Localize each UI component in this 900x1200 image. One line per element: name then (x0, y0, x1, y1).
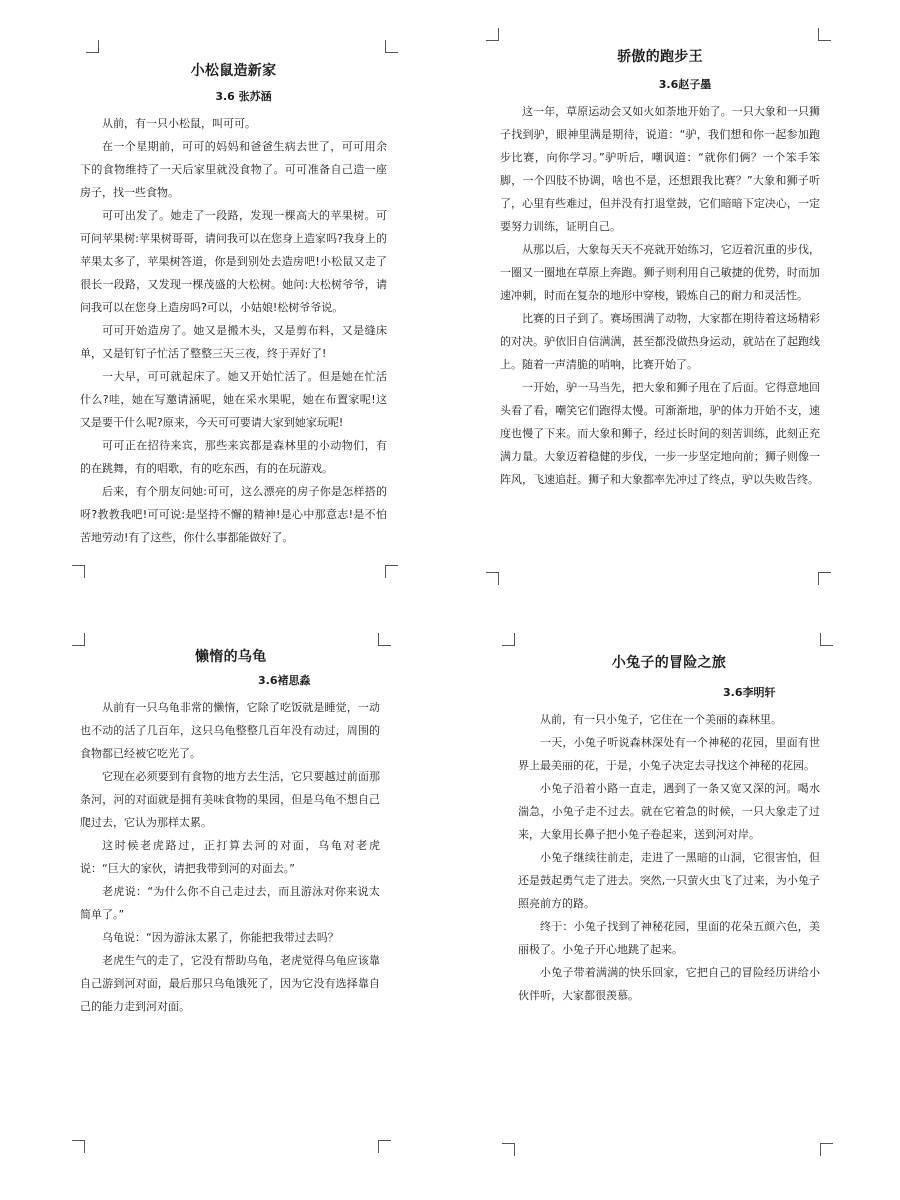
crop-mark (378, 633, 391, 646)
paragraph: 小兔子继续往前走，走进了一黑暗的山洞，它很害怕，但还是鼓起勇气走了进去。突然,一只萤火虫飞了过来，为小兔子照亮前方的路。 (518, 851, 820, 910)
crop-mark (72, 633, 85, 646)
crop-mark (486, 28, 499, 41)
paragraph: 这一年，草原运动会又如火如荼地开始了。一只大象和一只狮子找到驴，眼神里满是期待，说道：“驴，我们想和你一起参加跑步比赛，向你学习。”驴听后，嘲讽道：“就你们俩？一个笨手笨脚，一个四肢不协调，啥也不是，还想跟我比赛？”大象和狮子听了，心里有些难过，但并没有打退堂鼓，它们暗暗下定决心，一定要努力训练，证明自己。 (500, 105, 820, 233)
paragraph: 可可开始造房了。她又是搬木头，又是剪布料，又是缝床单，又是钉钉子忙活了整整三天三夜，终于弄好了! (80, 324, 387, 360)
story-author: 3.6赵子墨 (658, 78, 712, 91)
page-story-2 (500, 46, 820, 491)
paragraph: 可可正在招待来宾，那些来宾都是森林里的小动物们，有的在跳舞，有的唱歌，有的吃东西，有的在玩游戏。 (80, 439, 387, 475)
paragraph: 可可出发了。她走了一段路，发现一棵高大的苹果树。可可问苹果树:苹果树哥哥，请问我可以在您身上造家吗?我身上的苹果太多了，苹果树答道，你是到别处去造房吧!小松鼠又走了很长一段路，又发现一棵茂盛的大松树。她问:大松树爷爷，请问我可以在您身上造房吗?可以，小姑娘!松树爷爷说。 (80, 209, 387, 314)
paragraph: 从前，有一只小松鼠，叫可可。 (102, 117, 256, 130)
crop-mark (502, 1143, 515, 1156)
story-author: 3.6褚思淼 (258, 674, 311, 687)
crop-mark (72, 565, 85, 578)
paragraph: 小兔子沿着小路一直走，遇到了一条又宽又深的河。喝水湍急，小兔子走不过去。就在它着急的时候，一只大象走了过来，大象用长鼻子把小兔子卷起来，送到河对岸。 (518, 782, 820, 841)
paragraph: 一大早，可可就起床了。她又开始忙活了。但是她在忙活什么?哇，她在写邀请涵呢，她在采水果呢，她在布置家呢!这又是要干什么呢?原来，今天可可要请大家到她家玩呢! (80, 370, 387, 429)
story-title: 小松鼠造新家 (190, 63, 277, 79)
paragraph: 这时候老虎路过，正打算去河的对面，乌龟对老虎说：“巨大的家伙，请把我带到河的对面去。” (80, 839, 380, 875)
page-story-1 (80, 60, 387, 549)
paragraph: 终于：小兔子找到了神秘花园，里面的花朵五颜六色，美丽极了。小兔子开心地跳了起来。 (518, 920, 820, 956)
crop-mark (385, 565, 398, 578)
story-author: 3.6李明轩 (723, 686, 776, 699)
crop-mark (72, 1140, 85, 1153)
paragraph: 乌龟说：“因为游泳太累了，你能把我带过去吗？ (102, 931, 339, 944)
story-title: 小兔子的冒险之旅 (611, 655, 727, 671)
page-story-3 (80, 646, 380, 1018)
paragraph: 老虎说：“为什么你不自己走过去，而且游泳对你来说太简单了。” (80, 885, 380, 921)
paragraph: 老虎生气的走了，它没有帮助乌龟，老虎觉得乌龟应该靠自己游到河对面，最后那只乌龟饿死了，因为它没有选择靠自己的能力走到河对面。 (80, 954, 380, 1013)
page-story-4 (518, 652, 820, 1007)
paragraph: 在一个星期前，可可的妈妈和爸爸生病去世了，可可用余下的食物维持了一天后家里就没食物了。可可准备自己造一座房子，找一些食物。 (80, 140, 387, 199)
crop-mark (820, 1143, 833, 1156)
paragraph: 后来，有个朋友问她:可可，这么漂亮的房子你是怎样搭的呀?教教我吧!可可说:是坚持不懈的精神!是心中那意志!是不怕苦地劳动!有了这些，你什么事都能做好了。 (80, 485, 387, 544)
story-title: 懒惰的乌龟 (195, 649, 267, 665)
crop-mark (486, 572, 499, 585)
paragraph: 从前，有一只小兔子，它住在一个美丽的森林里。 (540, 713, 782, 726)
story-title: 骄傲的跑步王 (617, 49, 703, 65)
paragraph: 从前有一只乌龟非常的懒惰，它除了吃饭就是睡觉，一动也不动的活了几百年，这只乌龟整整几百年没有动过，周围的食物都已经被它吃光了。 (80, 701, 380, 760)
paragraph: 它现在必须要到有食物的地方去生活，它只要越过前面那条河，河的对面就是拥有美味食物的果园，但是乌龟不想自己爬过去，它认为那样太累。 (80, 770, 380, 829)
crop-mark (502, 633, 515, 646)
crop-mark (820, 633, 833, 646)
crop-mark (818, 572, 831, 585)
story-author: 3.6 张苏涵 (215, 90, 272, 103)
crop-mark (818, 28, 831, 41)
paragraph: 从那以后，大象每天天不亮就开始练习，它迈着沉重的步伐，一圈又一圈地在草原上奔跑。狮子则利用自己敏捷的优势，时而加速冲刺，时而在复杂的地形中穿梭，锻炼自己的耐力和灵活性。 (500, 243, 820, 302)
paragraph: 小兔子带着满满的快乐回家，它把自己的冒险经历讲给小伙伴听，大家都很羡慕。 (518, 966, 820, 1002)
paragraph: 一天，小兔子听说森林深处有一个神秘的花园，里面有世界上最美丽的花，于是，小兔子决定去寻找这个神秘的花园。 (518, 736, 820, 772)
paragraph: 比赛的日子到了。赛场围满了动物，大家都在期待着这场精彩的对决。驴依旧自信满满，甚至都没做热身运动，就站在了起跑线上。随着一声清脆的哨响，比赛开始了。 (500, 312, 820, 371)
crop-mark (378, 1140, 391, 1153)
paragraph: 一开始，驴一马当先，把大象和狮子甩在了后面。它得意地回头看了看，嘲笑它们跑得太慢。可渐渐地，驴的体力开始不支，速度也慢了下来。而大象和狮子，经过长时间的刻苦训练，此刻正充满力量。大象迈着稳健的步伐，一步一步坚定地向前；狮子则像一阵风，飞速追赶。狮子和大象都率先冲过了终点，驴以失败告终。 (500, 381, 820, 486)
crop-mark (86, 40, 99, 53)
crop-mark (385, 40, 398, 53)
